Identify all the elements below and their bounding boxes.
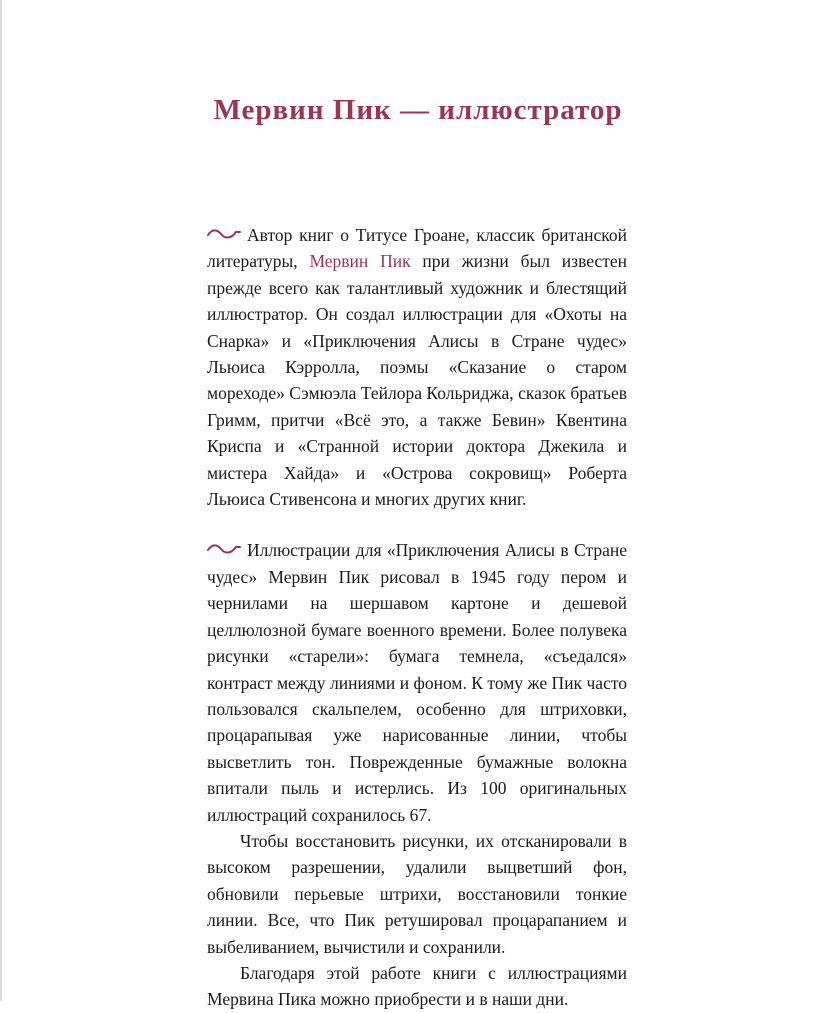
paragraph-scanning: Чтобы восстановить рисунки, их отсканировали в высоком разрешении, удалили выцветший фон, обновили перьевые штрихи, восстановили тонкие линии. Все, что Пик ретушировал процарапанием и выбеливанием, вычистили и сохранили.: [207, 830, 627, 957]
flourish-ornament-icon: [207, 226, 241, 240]
author-name-highlight: Мервин Пик: [309, 251, 411, 272]
paragraph-intro-text-end: при жизни был известен прежде всего как талантливый художник и блестящий иллюстратор. Он создал иллюстрации для «Охоты на Снарка» и «Приключения Алисы в Стране чудес» Льюиса Кэрролла, поэмы «Сказание о старом мореходе» Сэмюэла Тейлора Кольриджа, сказок братьев Гримм, притчи «Всё это, а также Бевин» Квентина Криспа и «Странной истории доктора Джекила и мистера Хайда» и «Острова сокровищ» Роберта Льюиса Стивенсона и многих других книг.: [207, 251, 627, 510]
paragraph-intro-text-start: Автор книг о Титусе Гроане, классик британской литературы,: [207, 225, 627, 272]
flourish-ornament-icon: [207, 541, 241, 555]
paragraph-restoration: [207, 537, 627, 827]
page-edge: [0, 0, 2, 1001]
paragraph-intro: [207, 222, 627, 512]
article-body: [207, 222, 627, 1013]
paragraph-conclusion: Благодаря этой работе книги с иллюстрациями Мервина Пика можно приобрести и в наши дни.: [207, 962, 627, 1010]
page-title: Мервин Пик — иллюстратор: [213, 94, 623, 127]
paragraph-restoration-text: Иллюстрации для «Приключения Алисы в Стране чудес» Мервин Пик рисовал в 1945 году пером и чернилами на шершавом картоне и дешевой целлюлозной бумаге военного времени. Более полувека рисунки «старели»: бумага темнела, «съедался» контраст между линиями и фоном. К тому же Пик часто пользовался скальпелем, особенно для штриховки, процарапывая уже нарисованные линии, чтобы высветлить тон. Поврежденные бумажные волокна впитали пыль и истерлись. Из 100 оригинальных иллюстраций сохранилось 67.: [207, 540, 627, 825]
